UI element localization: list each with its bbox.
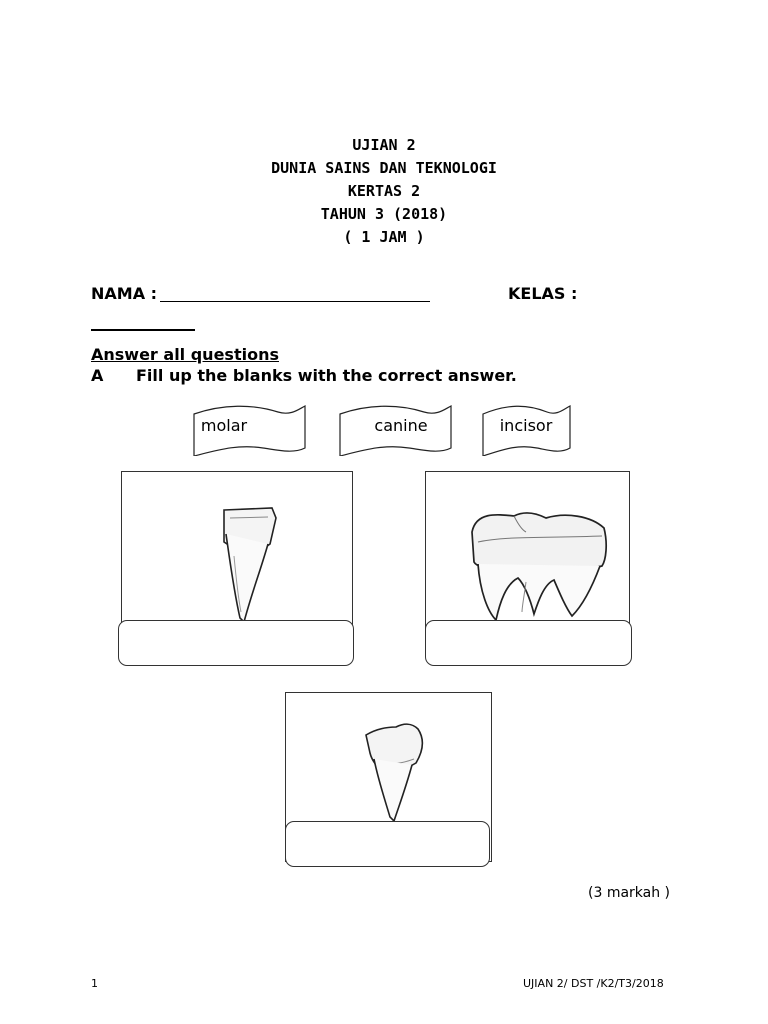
canine-tooth-icon xyxy=(122,472,352,642)
section-label: A xyxy=(91,366,104,385)
word-label: molar xyxy=(200,416,248,435)
marks-label: (3 markah ) xyxy=(588,885,671,901)
class-field[interactable] xyxy=(91,329,195,331)
year-level: TAHUN 3 (2018) xyxy=(320,205,448,223)
picture-frame-1 xyxy=(121,471,353,643)
answer-box-1[interactable] xyxy=(118,620,354,666)
answer-box-3[interactable] xyxy=(285,821,490,867)
instructions-heading: Answer all questions xyxy=(91,345,279,364)
word-label: canine xyxy=(374,416,428,435)
class-label: KELAS : xyxy=(508,284,578,303)
page-number: 1 xyxy=(91,977,98,990)
word-label: incisor xyxy=(499,416,553,435)
paper-number: KERTAS 2 xyxy=(347,182,421,200)
picture-frame-2 xyxy=(425,471,630,643)
document-code: UJIAN 2/ DST /K2/T3/2018 xyxy=(523,977,664,990)
word-card-canine xyxy=(339,404,453,456)
name-field[interactable] xyxy=(160,301,430,302)
molar-tooth-icon xyxy=(426,472,629,642)
word-card-molar xyxy=(193,404,307,456)
name-label: NAMA : xyxy=(91,284,158,303)
answer-box-2[interactable] xyxy=(425,620,632,666)
word-card-incisor xyxy=(482,404,572,456)
duration: ( 1 JAM ) xyxy=(343,228,425,246)
section-a-instruction xyxy=(91,366,517,385)
section-text: Fill up the blanks with the correct answer. xyxy=(136,366,517,385)
exam-title: UJIAN 2 xyxy=(352,136,416,154)
exam-title-block xyxy=(0,134,768,249)
subject-title: DUNIA SAINS DAN TEKNOLOGI xyxy=(271,159,497,177)
